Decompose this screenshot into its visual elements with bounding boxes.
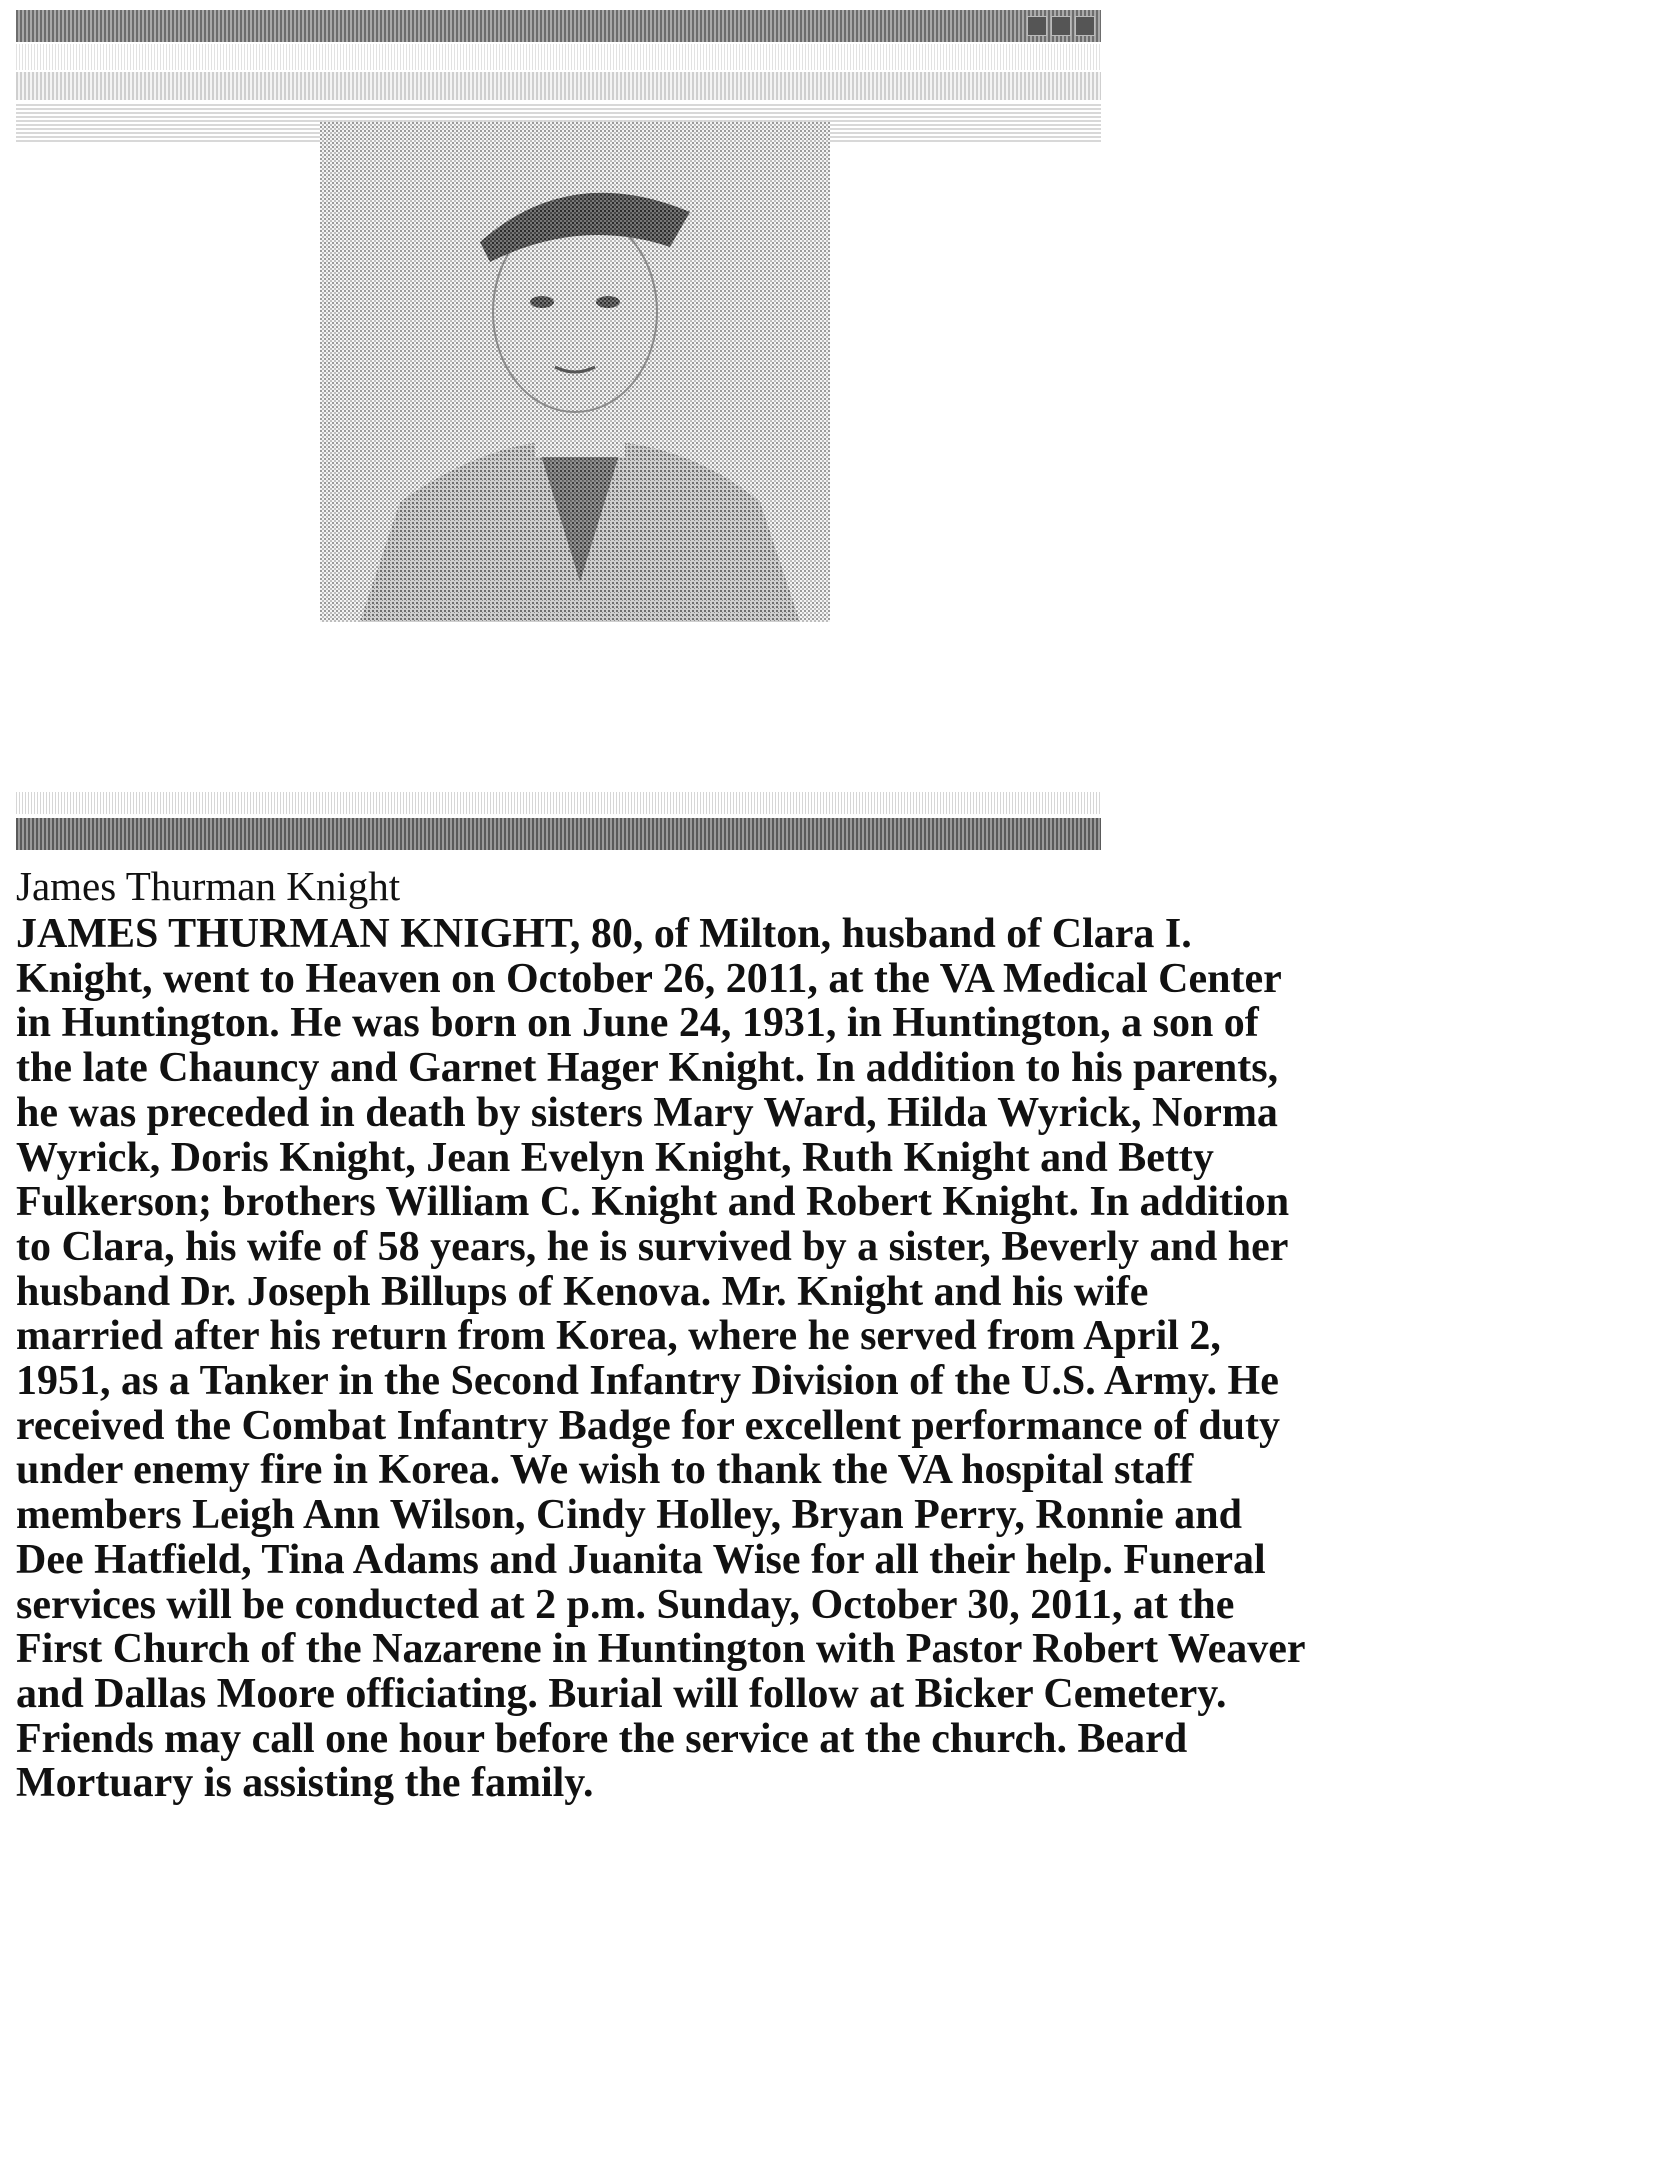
obituary-line: husband Dr. Joseph Billups of Kenova. Mr. Knight and his wife (16, 1268, 1149, 1315)
obituary-line: Fulkerson; brothers William C. Knight and Robert Knight. In addition (16, 1179, 1290, 1226)
window-controls (1027, 16, 1095, 36)
obituary-line: Mortuary is assisting the family. (16, 1760, 594, 1807)
obituary-line: and Dallas Moore officiating. Burial will follow at Bicker Cemetery. (16, 1670, 1227, 1717)
obituary-line: 1951, as a Tanker in the Second Infantry Division of the U.S. Army. He (16, 1358, 1279, 1405)
obituary-line: to Clara, his wife of 58 years, he is survived by a sister, Beverly and her (16, 1223, 1289, 1270)
obituary-line: Wyrick, Doris Knight, Jean Evelyn Knight, Ruth Knight and Betty (16, 1134, 1214, 1181)
obituary-line: Friends may call one hour before the service at the church. Beard (16, 1715, 1188, 1762)
browser-statusbar (16, 792, 1101, 814)
obituary-line: Knight, went to Heaven on October 26, 2011, at the VA Medical Center (16, 955, 1282, 1002)
obituary-line: JAMES THURMAN KNIGHT, 80, of Milton, husband of Clara I. (16, 911, 1192, 957)
portrait-photo (320, 122, 830, 622)
obituary-line: married after his return from Korea, where he served from April 2, (16, 1313, 1221, 1360)
obituary-line: First Church of the Nazarene in Huntington with Pastor Robert Weaver (16, 1626, 1306, 1673)
browser-menubar (16, 44, 1101, 70)
portrait-photo-icon (320, 122, 830, 622)
browser-toolbar (16, 72, 1101, 100)
os-taskbar (16, 818, 1101, 850)
obituary-line: members Leigh Ann Wilson, Cindy Holley, Bryan Perry, Ronnie and (16, 1492, 1242, 1539)
obituary-title: James Thurman Knight (16, 863, 401, 909)
close-icon[interactable] (1075, 16, 1095, 36)
obituary-line: received the Combat Infantry Badge for excellent performance of duty (16, 1402, 1281, 1449)
obituary-body (16, 912, 1646, 1806)
obituary-line: the late Chauncy and Garnet Hager Knight. In addition to his parents, (16, 1045, 1279, 1092)
obituary-line: services will be conducted at 2 p.m. Sunday, October 30, 2011, at the (16, 1581, 1235, 1628)
obituary-line: under enemy fire in Korea. We wish to thank the VA hospital staff (16, 1447, 1194, 1494)
obituary-line: he was preceded in death by sisters Mary Ward, Hilda Wyrick, Norma (16, 1089, 1278, 1136)
minimize-icon[interactable] (1027, 16, 1047, 36)
obituary-line: in Huntington. He was born on June 24, 1931, in Huntington, a son of (16, 1000, 1259, 1047)
browser-titlebar (16, 10, 1101, 42)
browser-window-screenshot (16, 10, 1101, 850)
obituary (16, 860, 1646, 1806)
maximize-icon[interactable] (1051, 16, 1071, 36)
obituary-line: Dee Hatfield, Tina Adams and Juanita Wise for all their help. Funeral (16, 1536, 1266, 1583)
